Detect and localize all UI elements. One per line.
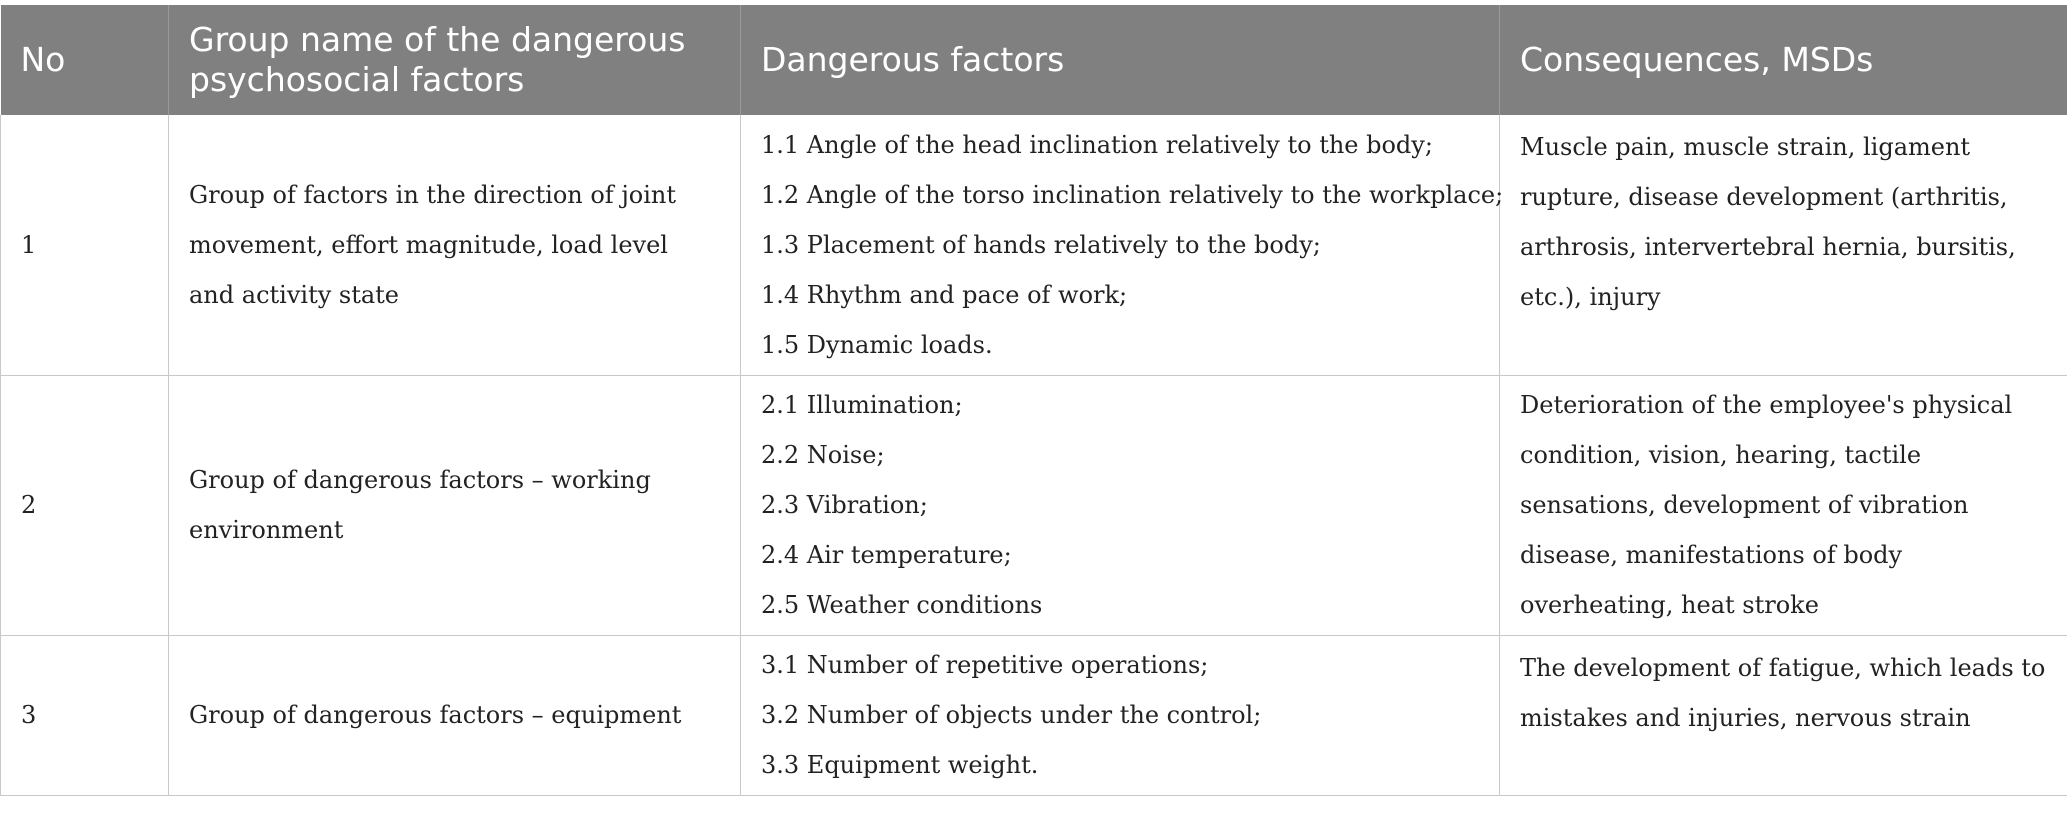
- group-name-cell: Group of dangerous factors – equipment: [169, 635, 741, 795]
- header-dangerous-factors: Dangerous factors: [741, 5, 1500, 115]
- header-consequences: Consequences, MSDs: [1500, 5, 2067, 115]
- factor-item: 1.2 Angle of the torso inclination relatively to the workplace;: [761, 180, 1504, 209]
- header-row: [1, 5, 2067, 115]
- group-name-cell: Group of dangerous factors – working environment: [169, 375, 741, 635]
- factor-item: 3.1 Number of repetitive operations;: [761, 651, 1209, 679]
- factor-item: 2.2 Noise;: [761, 441, 885, 469]
- factor-item: 3.3 Equipment weight.: [761, 751, 1039, 779]
- factors-cell: [741, 375, 1500, 635]
- factor-item: 1.1 Angle of the head inclination relatively to the body;: [761, 130, 1433, 159]
- factor-item: 2.4 Air temperature;: [761, 541, 1012, 569]
- row-number: 2: [1, 375, 169, 635]
- hazard-factors-table: [0, 5, 2067, 796]
- header-group-name: Group name of the dangerous psychosocial factors: [169, 5, 741, 115]
- factor-item: 1.4 Rhythm and pace of work;: [761, 280, 1128, 309]
- consequences-cell: Deterioration of the employee's physical condition, vision, hearing, tactile sensations, development of vibration disease, manifestations of body overheating, heat stroke: [1500, 375, 2067, 635]
- factors-cell: [741, 115, 1504, 375]
- factor-item: 1.5 Dynamic loads.: [761, 330, 993, 359]
- consequences-cell: Muscle pain, muscle strain, ligament rupture, disease development (arthritis, arthrosis, intervertebral hernia, bursitis, etc.), injury: [1500, 115, 2067, 375]
- factor-item: 3.2 Number of objects under the control;: [761, 701, 1262, 729]
- table-row: [1, 635, 2067, 795]
- table-row: [1, 375, 2067, 635]
- factor-item: 2.1 Illumination;: [761, 391, 963, 419]
- row-number: 3: [1, 635, 169, 795]
- group-name-cell: Group of factors in the direction of joint movement, effort magnitude, load level and activity state: [169, 115, 741, 375]
- factor-item: 2.5 Weather conditions: [761, 591, 1043, 619]
- factor-item: 2.3 Vibration;: [761, 491, 928, 519]
- factor-item: 1.3 Placement of hands relatively to the body;: [761, 230, 1321, 259]
- header-no: No: [1, 5, 169, 115]
- consequences-cell: The development of fatigue, which leads to mistakes and injuries, nervous strain: [1500, 635, 2067, 795]
- table-row: [1, 115, 2067, 375]
- row-number: 1: [1, 115, 169, 375]
- factors-cell: [741, 635, 1500, 795]
